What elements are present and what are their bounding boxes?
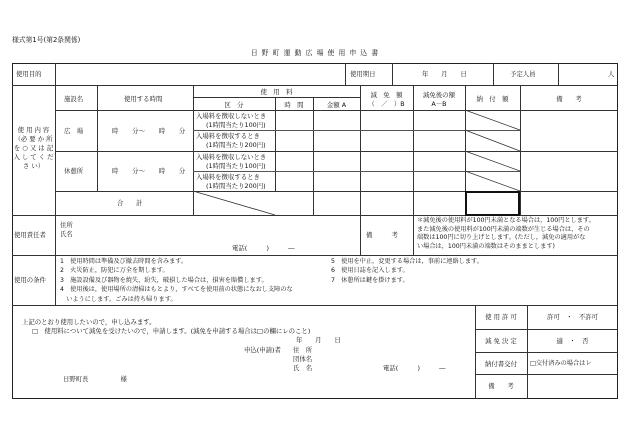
usage-date[interactable]: 年 月 日 (422, 70, 467, 78)
office-reduction-value[interactable]: 適 ・ 否 (556, 337, 589, 345)
conditions-label: 使用の条件 (14, 276, 46, 284)
applicant-address-label: 住 所 (293, 346, 313, 354)
office-permit-value[interactable]: 許可 ・ 不許可 (546, 313, 599, 321)
declaration-line1: 上記のとおり使用したいので，申し込みます。 (22, 318, 156, 326)
amount-header: 金額 A (326, 101, 347, 109)
after-reduction-sub: A－B (431, 100, 447, 108)
total-label: 合 計 (117, 199, 143, 207)
office-permit-label: 使 用 許 可 (485, 313, 517, 321)
office-payment-slip-label: 納付書交付 (485, 360, 517, 368)
application-date[interactable]: 年 月 日 (296, 336, 341, 344)
responsible-name-label: 氏名 (60, 230, 73, 238)
applicant-label: 申込(申請)者 (244, 346, 281, 354)
time-range-plaza[interactable]: 時 分～ 時 分 (112, 127, 186, 135)
time-header: 使用する時間 (124, 95, 163, 103)
remarks-header: 備 考 (556, 95, 582, 103)
fee-header: 使 用 料 (260, 88, 293, 96)
responsible-label: 使用責任者 (14, 231, 46, 239)
conditions-left: 1 使用時間は準備及び撤去時間を含みます。 2 火災防止，防犯に万全を期します。 3 施設設備及び器物を焼失，紛失，破損した場合は，損害を賠償します。 4 使用後は，使用場所の清掃はもとより，すべてを使用前の状態になおし支障のな いようにします。ごみは持ち帰ります。 (60, 258, 293, 303)
payment-total-box[interactable] (465, 191, 520, 216)
form-number: 様式第1号(第2条関係) (12, 36, 81, 44)
facility-header: 施設名 (64, 95, 84, 103)
after-reduction-header: 減免後の額 (423, 91, 455, 99)
category-header: 区 分 (224, 101, 244, 109)
applicant-phone[interactable]: 電話( ) ― (383, 364, 446, 372)
applicant-group-label: 団体名 (293, 355, 313, 363)
hours-header: 時 間 (284, 101, 304, 109)
facility-name-rest-area: 休憩所 (64, 167, 84, 175)
fee-category-plaza-admission: 入場料を徴収するとき (1時間当たり200円) (196, 132, 266, 149)
people-unit: 人 (608, 70, 615, 78)
reduction-header: 減 免 額 (370, 91, 403, 99)
expected-people-label: 予定人員 (510, 70, 536, 78)
responsible-address-label: 住所 (60, 221, 73, 229)
facility-name-plaza: 広 場 (64, 127, 84, 135)
applicant-name-label: 氏 名 (293, 364, 313, 372)
fee-category-rest-no-admission: 入場料を徴収しないとき (1時間当たり100円) (196, 153, 267, 170)
fee-category-plaza-no-admission: 入場料を徴収しないとき (1時間当たり100円) (196, 112, 267, 129)
reduction-request-checkbox[interactable]: □ 使用料について減免を受けたいので，申請します。(減免を申請する場合は□の欄にレのこと) (32, 327, 311, 335)
reduction-sub: （ ／ ）B (368, 100, 405, 108)
period-label: 使用期日 (350, 70, 376, 78)
purpose-label: 使用目的 (16, 70, 42, 78)
remarks-label: 備 考 (366, 231, 398, 239)
payment-header: 納 付 額 (476, 95, 509, 103)
responsible-phone[interactable]: 電話( ) ― (232, 244, 295, 252)
conditions-right: 5 使用を中止，変更する場合は，事前に連絡します。 6 使用日誌を記入します。 7 休憩所は鍵を掛けます。 (331, 258, 483, 284)
office-payment-slip-value[interactable]: □交付済みの場合はレ (530, 360, 592, 367)
usage-content-label: 使 用 内 容 （必 要 か 所 を ○ 又 は 記 入 し て く だ さ い） (13, 126, 54, 170)
office-reduction-label: 減 免 決 定 (485, 337, 517, 345)
fee-category-rest-admission: 入場料を徴収するとき (1時間当たり200円) (196, 173, 266, 190)
office-remarks-label: 備 考 (488, 382, 514, 390)
page-title: 日 野 町 運 動 広 場 使 用 申 込 書 (250, 49, 380, 57)
addressee: 日野町長 様 (63, 375, 127, 383)
time-range-rest-area[interactable]: 時 分～ 時 分 (112, 167, 186, 175)
reduction-note: ＊減免後の使用料が100円未満となる場合は，100円とします。 また減免後の使用料が100円未満の端数が生じる場合は，その 端数は100円に切り上げとします。(ただし，減免の適用がな い場合は，100円未満の端数はそのままとします) (417, 217, 595, 250)
